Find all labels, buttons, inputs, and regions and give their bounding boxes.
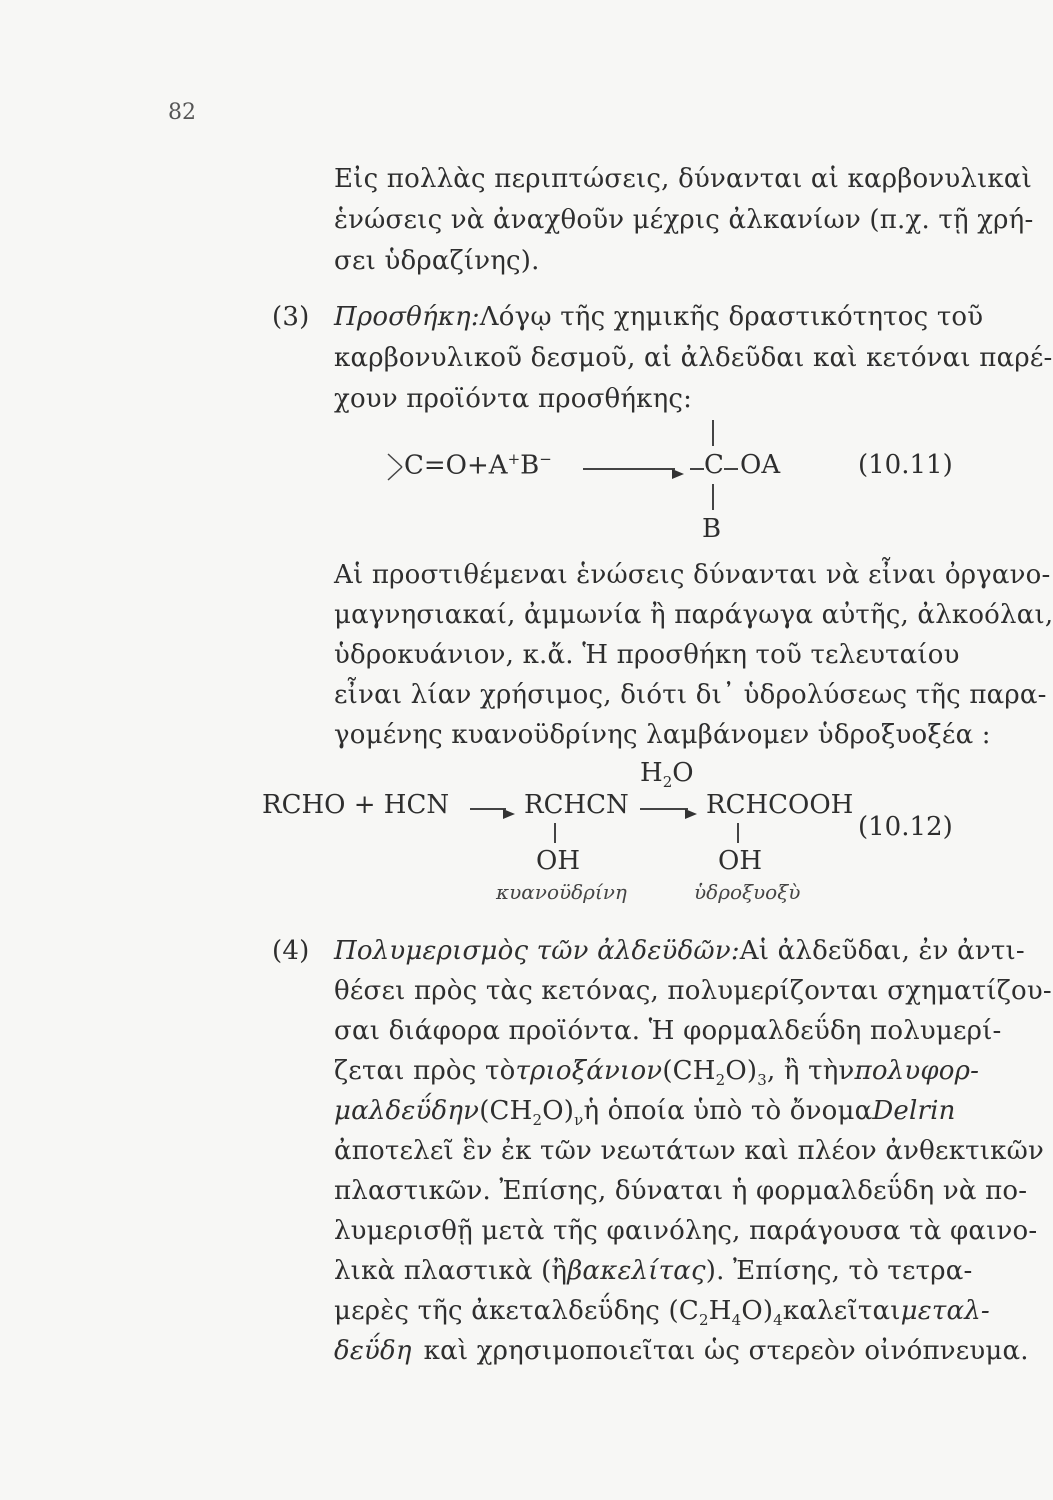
section-4-line-10 <box>334 1294 990 1337</box>
term-trioxane: τριοξάνιον <box>515 1056 663 1086</box>
eq2-plus: + <box>353 790 376 820</box>
term-delrin: Delrin <box>872 1096 956 1126</box>
eq2-arrow1-shaft <box>470 808 506 810</box>
term-polyformaldehyde-b: μαλδεΰδην <box>334 1096 480 1126</box>
eq1-left-bond <box>690 468 704 470</box>
eq2-oh1-bond <box>554 823 556 843</box>
section-4-line-7: πλαστικῶν. Ἐπίσης, δύναται ἡ φορμαλδεΰδη νὰ πο- <box>334 1176 1028 1206</box>
section-4-line-4 <box>334 1054 980 1097</box>
eq1-right-bond <box>724 468 738 470</box>
eq2-oh2-bond <box>737 823 739 843</box>
section-3-line-1-rest: Λόγῳ τῆς χημικῆς δραστικότητος τοῦ <box>479 302 984 332</box>
intro-line-2: ἑνώσεις νὰ ἀναχθοῦν μέχρις ἀλκανίων (π.χ. τῇ χρή- <box>334 205 1034 235</box>
section-3-line-3: χουν προϊόντα προσθήκης: <box>334 384 693 414</box>
eq2-caption-hydroxyacid: ὑδροξυοξὺ <box>694 880 801 904</box>
line9-a: λικὰ πλαστικὰ (ἢ <box>334 1256 568 1286</box>
line11-b: καὶ χρησιμοποιεῖται ὡς στερεὸν οἰνόπνευμα. <box>423 1336 1029 1366</box>
line4-a: ζεται πρὸς τὸ <box>334 1056 516 1086</box>
section-4-line-11 <box>334 1334 1029 1368</box>
f2-sub1: 2 <box>532 1111 543 1130</box>
line10-d: καλεῖται <box>782 1296 901 1326</box>
formula-ch2o-n <box>479 1094 583 1137</box>
section-4-line-3: σαι διάφορα προϊόντα. Ἡ φορμαλδεΰδη πολυμερί- <box>334 1016 1002 1046</box>
formula-ch2o-3 <box>662 1054 854 1097</box>
eq1-carbonyl: C=O <box>404 450 467 481</box>
eq2-oh2: OH <box>718 846 762 876</box>
section-3-line-1 <box>334 300 984 334</box>
eq1-reagent-b: B <box>520 450 540 481</box>
arrow-right-icon <box>685 803 697 822</box>
f1-ch: (CH <box>662 1056 716 1086</box>
intro-line-3: σει ὑδραζίνης). <box>334 246 540 276</box>
f2-sub2: ν <box>574 1111 584 1130</box>
line5-d: ἡ ὁποία ὑπὸ τὸ ὄνομα <box>583 1096 873 1126</box>
eq2-rcho: RCHO <box>262 790 346 820</box>
bond-stub-icon <box>388 452 404 482</box>
adducts-line-1: Αἱ προστιθέμεναι ἑνώσεις δύνανται νὰ εἶναι ὀργανο- <box>334 560 1051 590</box>
section-4-line-1-rest: Αἱ ἀλδεῦδαι, ἐν ἀντι- <box>739 936 1025 966</box>
eq1-bottom-bond <box>712 484 714 510</box>
f2-ch: (CH <box>479 1096 533 1126</box>
eq2-water-h: H <box>640 758 663 788</box>
eq2-reactants <box>262 790 449 820</box>
section-4-line-8: λυμερισθῇ μετὰ τῆς φαινόλης, παράγουσα τὰ φαινο- <box>334 1216 1038 1246</box>
section-3-number: (3) <box>272 302 310 332</box>
eq2-water <box>640 758 694 791</box>
adducts-line-2: μαγνησιακαί, ἀμμωνία ἢ παράγωγα αὐτῆς, ἀλκοόλαι, <box>334 600 1053 630</box>
eq1-plus: + <box>467 450 489 481</box>
f1-sub1: 2 <box>715 1071 726 1090</box>
section-3-line-2: καρβονυλικοῦ δεσμοῦ, αἱ ἀλδεῦδαι καὶ κετόναι παρέ- <box>334 343 1053 373</box>
section-4-line-1 <box>334 934 1025 968</box>
eq1-left <box>404 450 552 481</box>
section-3-title: Προσθήκη: <box>334 302 480 332</box>
eq2-arrow2-shaft <box>640 808 688 810</box>
eq2-water-o: O <box>672 758 694 788</box>
intro-line-1: Εἰς πολλὰς περιπτώσεις, δύνανται αἱ καρβονυλικαὶ <box>334 164 1033 194</box>
eq2-hcn: HCN <box>383 790 450 820</box>
eq1-product-c: C <box>704 450 724 480</box>
section-4-line-6: ἀποτελεῖ ἓν ἐκ τῶν νεωτάτων καὶ πλέον ἀνθεκτικῶν <box>334 1136 1044 1166</box>
adducts-line-5: γομένης κυανοϋδρίνης λαμβάνομεν ὑδροξυοξέα : <box>334 720 991 750</box>
eq2-intermediate: RCHCN <box>524 790 629 820</box>
eq1-reagent-a: A <box>488 450 508 481</box>
term-metaldehyde-a: μεταλ- <box>900 1296 990 1326</box>
arrow-right-icon <box>503 803 515 822</box>
f3-h: H <box>708 1296 732 1326</box>
section-4-line-2: θέσει πρὸς τὰς κετόνας, πολυμερίζονται σχηματίζου- <box>334 976 1052 1006</box>
section-4-line-9 <box>334 1254 973 1288</box>
eq2-oh1: OH <box>536 846 580 876</box>
formula-c2h4o-4 <box>334 1294 783 1337</box>
f3-sub1: 2 <box>698 1311 709 1330</box>
f2-o: O) <box>542 1096 575 1126</box>
f3-a: μερὲς τῆς ἀκεταλδεΰδης (C <box>334 1296 699 1326</box>
f1-tail: , ἢ τὴν <box>766 1056 855 1086</box>
f1-sub2: 3 <box>757 1071 767 1090</box>
arrow-right-icon <box>672 463 684 482</box>
term-metaldehyde-b: δεΰδη <box>334 1336 412 1366</box>
adducts-line-4: εἶναι λίαν χρήσιμος, διότι δι᾿ ὑδρολύσεως τῆς παρα- <box>334 680 1047 710</box>
adducts-line-3: ὑδροκυάνιον, κ.ἄ. Ἡ προσθήκη τοῦ τελευταίου <box>334 640 960 670</box>
section-4-line-5 <box>334 1094 956 1137</box>
eq1-arrow-shaft <box>583 468 675 470</box>
eq1-product-b: B <box>702 514 722 544</box>
eq1-b-charge: − <box>539 450 552 468</box>
eq2-water-sub: 2 <box>662 773 673 792</box>
eq1-label: (10.11) <box>858 450 953 480</box>
f3-o: O) <box>741 1296 774 1326</box>
section-4-number: (4) <box>272 936 310 966</box>
term-polyformaldehyde-a: πολυφορ- <box>854 1056 980 1086</box>
eq2-label: (10.12) <box>858 812 953 842</box>
page-number: 82 <box>168 100 196 125</box>
eq1-top-bond <box>712 420 714 446</box>
eq1-product-oa: OA <box>740 450 781 480</box>
f3-sub2: 4 <box>731 1311 742 1330</box>
eq2-caption-cyanohydrin: κυανοϋδρίνη <box>496 880 627 904</box>
eq1-a-charge: + <box>507 450 521 468</box>
line9-b: ). Ἐπίσης, τὸ τετρα- <box>705 1256 973 1286</box>
term-bakelite: βακελίτας <box>567 1256 706 1286</box>
f1-o: O) <box>725 1056 758 1086</box>
eq2-product: RCHCOOH <box>706 790 854 820</box>
f3-sub3: 4 <box>773 1311 783 1330</box>
section-4-title: Πολυμερισμὸς τῶν ἀλδεϋδῶν: <box>334 936 740 966</box>
